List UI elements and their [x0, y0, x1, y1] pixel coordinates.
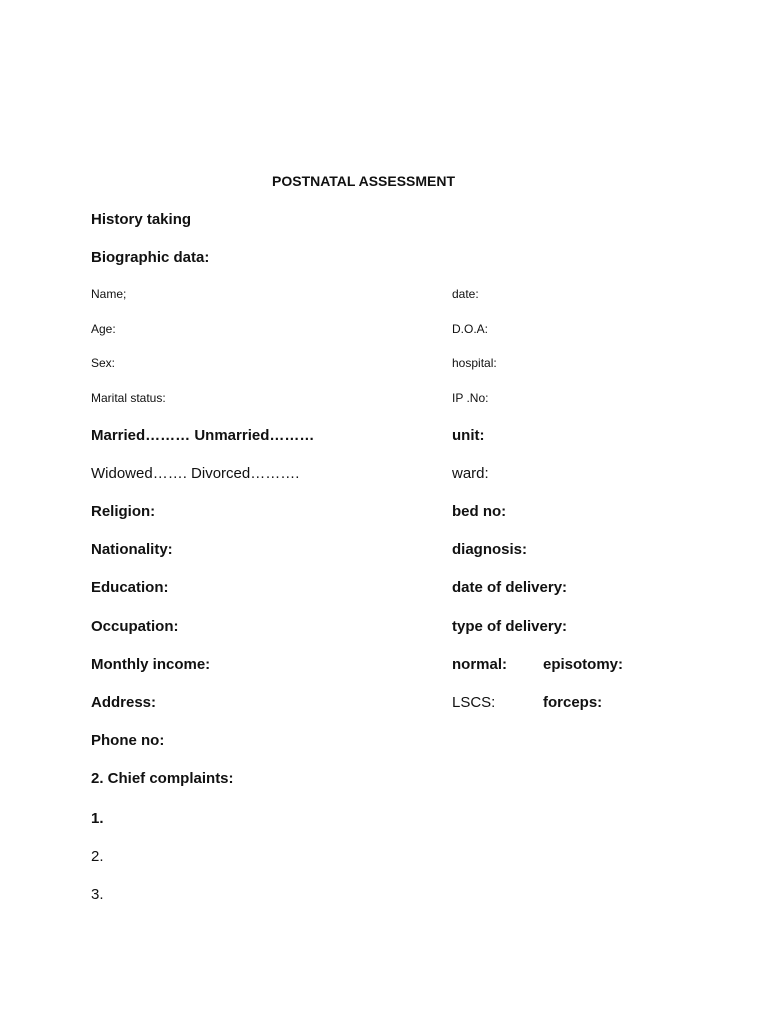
- religion-label: Religion:: [91, 503, 156, 520]
- ip-no-label: IP .No:: [452, 391, 489, 405]
- page-title: POSTNATAL ASSESSMENT: [272, 173, 456, 189]
- list-item: 1.: [91, 810, 104, 827]
- biographic-data-heading: Biographic data:: [91, 249, 210, 266]
- bed-no-label: bed no:: [452, 503, 507, 520]
- lscs-label: LSCS:: [452, 694, 496, 711]
- type-of-delivery-label: type of delivery:: [452, 618, 568, 635]
- widowed-divorced-line: Widowed……. Divorced……….: [91, 465, 300, 482]
- history-taking-heading: History taking: [91, 211, 192, 228]
- episotomy-label: episotomy:: [543, 656, 624, 673]
- ward-label: ward:: [452, 465, 489, 482]
- hospital-label: hospital:: [452, 356, 497, 370]
- list-item: 2.: [91, 848, 104, 865]
- married-unmarried-line: Married……… Unmarried………: [91, 427, 315, 444]
- chief-complaints-heading: 2. Chief complaints:: [91, 770, 234, 787]
- doa-label: D.O.A:: [452, 322, 489, 336]
- phone-label: Phone no:: [91, 732, 165, 749]
- name-label: Name;: [91, 287, 127, 301]
- date-of-delivery-label: date of delivery:: [452, 579, 568, 596]
- age-label: Age:: [91, 322, 116, 336]
- date-label: date:: [452, 287, 479, 301]
- occupation-label: Occupation:: [91, 618, 179, 635]
- address-label: Address:: [91, 694, 157, 711]
- marital-status-label: Marital status:: [91, 391, 166, 405]
- sex-label: Sex:: [91, 356, 116, 370]
- normal-label: normal:: [452, 656, 508, 673]
- education-label: Education:: [91, 579, 169, 596]
- monthly-income-label: Monthly income:: [91, 656, 211, 673]
- unit-label: unit:: [452, 427, 485, 444]
- nationality-label: Nationality:: [91, 541, 173, 558]
- diagnosis-label: diagnosis:: [452, 541, 528, 558]
- forceps-label: forceps:: [543, 694, 603, 711]
- list-item: 3.: [91, 886, 104, 903]
